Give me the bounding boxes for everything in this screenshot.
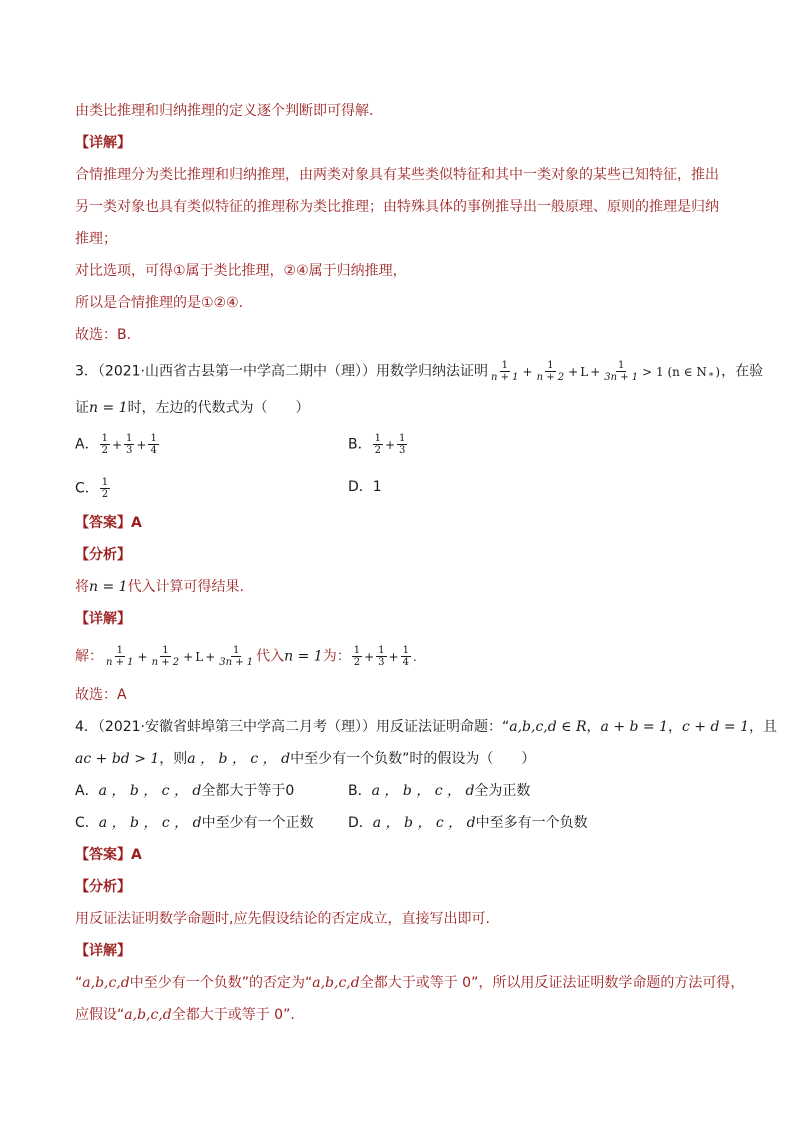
detail-label: 【详解】 [75, 611, 131, 627]
analysis-label: 【分析】 [75, 547, 131, 563]
analysis-label: 【分析】 [75, 879, 131, 895]
q4-option-c: C．a ， b ， c ， d中至少有一个正数 [75, 815, 314, 831]
q4-option-d: D．a ， b ， c ， d中至多有一个负数 [348, 815, 588, 831]
paragraph-line: 故选：B. [75, 327, 132, 343]
paragraph-line: 合情推理分为类比推理和归纳推理，由两类对象具有某些类似特征和其中一类对象的某些已知特征，推出 [75, 167, 719, 183]
detail-label: 【详解】 [75, 135, 131, 151]
paragraph-line: 将n = 1代入计算可得结果. [75, 579, 245, 595]
paragraph-line: 所以是合情推理的是①②④. [75, 295, 244, 311]
question-3-stem: 3．（2021·山西省古县第一中学高二期中（理））用数学归纳法证明 $\frac{1}{n + 1}$ + $\frac{1}{n + 2}$ + L + $\frac{1}{3n + 1}$ > 1 (n ∈ N $_*$ )，在验 [75, 360, 764, 383]
question-3-stem-cont: 证n = 1时，左边的代数式为（ ） [75, 400, 310, 416]
detail-label: 【详解】 [75, 943, 131, 959]
fraction: $\frac{1}{3n + 1}$ [604, 360, 639, 383]
solution-line: 解： $\frac{1}{n + 1}$ + $\frac{1}{n + 2}$ + L + $\frac{1}{3n + 1}$ 代入n = 1为： $\frac{1}{2}$ + $\frac{1}{3}$ + $\frac{1}{4}$ . [75, 645, 417, 668]
q3-option-b: B． $\frac{1}{2}$ + $\frac{1}{3}$ [348, 433, 406, 456]
question-4-stem-cont: ac + bd > 1，则a ， b ， c ， d中至少有一个负数”时的假设为（ ） [75, 751, 536, 767]
paragraph-line: 用反证法证明数学命题时,应先假设结论的否定成立，直接写出即可. [75, 911, 490, 927]
paragraph-line: 应假设“a,b,c,d全都大于或等于 0”. [75, 1007, 295, 1023]
fraction: $\frac{1}{n + 1}$ [491, 360, 519, 383]
paragraph-line: “a,b,c,d中至少有一个负数”的否定为“a,b,c,d全都大于或等于 0”，所以用反证法证明数学命题的方法可得， [75, 975, 745, 991]
q4-option-b: B．a ， b ， c ， d全为正数 [348, 783, 531, 799]
question-3-text: 3．（2021·山西省古县第一中学高二期中（理））用数学归纳法证明 [75, 363, 488, 380]
paragraph-line: 由类比推理和归纳推理的定义逐个判断即可得解. [75, 103, 374, 119]
q4-option-a: A．a ， b ， c ， d全都大于等于0 [75, 783, 295, 799]
paragraph-line: 故选：A [75, 687, 127, 703]
paragraph-line: 另一类对象也具有类似特征的推理称为类比推理；由特殊具体的事例推导出一般原理、原则的推理是归纳 [75, 199, 719, 215]
paragraph-line: 推理； [75, 231, 117, 247]
paragraph-line: 对比选项，可得①属于类比推理，②④属于归纳推理， [75, 263, 407, 279]
answer-label: 【答案】A [75, 515, 142, 531]
q3-option-c: C． $\frac{1}{2}$ [75, 477, 109, 500]
q3-option-a: A． $\frac{1}{2}$ + $\frac{1}{3}$ + $\frac{1}{4}$ [75, 433, 157, 456]
question-4-stem: 4．（2021·安徽省蚌埠第三中学高二月考（理））用反证法证明命题：“a,b,c,d ∈ R，a + b = 1，c + d = 1，且 [75, 719, 777, 735]
fraction: $\frac{1}{n + 2}$ [536, 360, 565, 383]
answer-label: 【答案】A [75, 847, 142, 863]
q3-option-d: D．1 [348, 479, 382, 495]
